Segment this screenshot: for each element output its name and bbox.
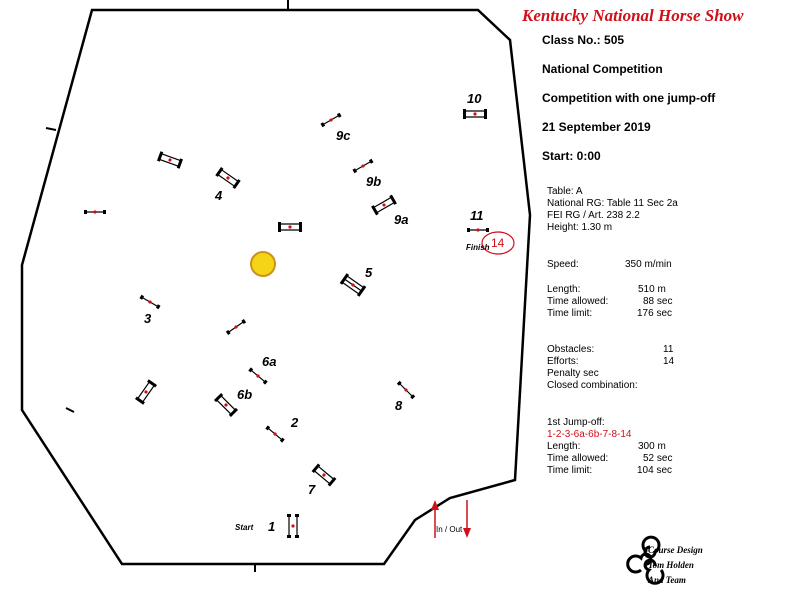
obstacle-9b [352, 159, 373, 173]
credit-line-2: Tom Holden [648, 560, 694, 570]
jumpoff-time-allowed-value: 52 sec [643, 453, 673, 464]
competition-date: 21 September 2019 [542, 120, 651, 134]
time-limit-label: Time limit: [547, 308, 593, 319]
class-number: Class No.: 505 [542, 33, 625, 47]
speed-value: 350 m/min [625, 259, 672, 270]
obstacle-label-9a: 9a [394, 212, 409, 227]
time-allowed-label: Time allowed: [547, 296, 609, 307]
obstacle-2 [265, 425, 284, 442]
start-time: Start: 0:00 [542, 149, 601, 163]
fei-rg: FEI RG / Art. 238 2.2 [547, 210, 640, 221]
obstacle-label-7: 7 [308, 482, 316, 497]
time-limit-value: 176 sec [637, 308, 673, 319]
jumpoff-length-value: 300 m [638, 441, 666, 452]
obstacle-label-4: 4 [215, 188, 223, 203]
efforts-label: Efforts: [547, 356, 579, 367]
obstacle-label-6a: 6a [262, 354, 277, 369]
obstacle-1 [287, 514, 299, 538]
obstacle-3 [139, 295, 160, 309]
obstacle-left-lower [135, 379, 157, 404]
credit-line-1: Course Design [648, 545, 703, 555]
obstacle-label-9c: 9c [336, 128, 351, 143]
in-out-label: In / Out [436, 525, 463, 534]
obstacle-left-single [84, 210, 106, 214]
jumpoff-heading: 1st Jump-off: [547, 417, 605, 428]
boundary-tick [46, 128, 56, 130]
competition-type: Competition with one jump-off [542, 91, 716, 105]
obstacle-label-8: 8 [395, 398, 403, 413]
table-type: Table: A [547, 186, 583, 197]
finish-label: Finish [466, 243, 490, 252]
penalty-label: Penalty sec [547, 368, 599, 379]
obstacle-4 [215, 167, 240, 189]
boundary-tick [66, 408, 74, 412]
arena-boundary [22, 10, 530, 564]
time-allowed-value: 88 sec [643, 296, 673, 307]
obstacle-label-3: 3 [144, 311, 152, 326]
jumpoff-fence-14-label: 14 [491, 236, 505, 250]
obstacle-10 [463, 109, 487, 119]
obstacle-small-mid [226, 319, 246, 335]
obstacle-label-11: 11 [470, 208, 484, 223]
obstacle-label-1: 1 [268, 519, 276, 534]
jumpoff-time-limit-value: 104 sec [637, 465, 673, 476]
show-title: Kentucky National Horse Show [522, 6, 744, 25]
competition-name: National Competition [542, 62, 663, 76]
length-label: Length: [547, 284, 581, 295]
out-arrow-head [463, 528, 471, 538]
obstacle-4-approach [157, 151, 183, 169]
credit-line-3: And Team [648, 575, 686, 585]
jumpoff-time-allowed-label: Time allowed: [547, 453, 609, 464]
closed-combination-label: Closed combination: [547, 380, 638, 391]
arena-sun-marker [251, 252, 275, 276]
obstacle-label-10: 10 [467, 91, 482, 106]
obstacle-label-9b: 9b [366, 174, 382, 189]
obstacle-7 [312, 463, 337, 486]
jumpoff-sequence: 1-2-3-6a-6b-7-8-14 [547, 429, 632, 440]
obstacle-9c [320, 113, 341, 127]
obstacle-8 [397, 381, 415, 399]
jumpoff-time-limit-label: Time limit: [547, 465, 593, 476]
obstacle-label-5: 5 [365, 265, 373, 280]
efforts-value: 14 [663, 356, 675, 367]
speed-label: Speed: [547, 259, 579, 270]
obstacle-label-2: 2 [291, 415, 299, 430]
obstacle-5 [340, 273, 367, 297]
national-rg: National RG: Table 11 Sec 2a [547, 198, 678, 209]
obstacles-label: Obstacles: [547, 344, 595, 355]
start-label: Start [235, 523, 254, 532]
obstacle-label-6b: 6b [237, 387, 253, 402]
obstacle-11 [467, 228, 489, 232]
obstacle-center-oxer [278, 222, 302, 232]
length-value: 510 m [638, 284, 666, 295]
jumpoff-length-label: Length: [547, 441, 581, 452]
obstacles-value: 11 [663, 344, 674, 355]
fence-height: Height: 1.30 m [547, 222, 613, 233]
obstacle-6a [248, 367, 267, 384]
obstacle-6b [214, 393, 238, 417]
